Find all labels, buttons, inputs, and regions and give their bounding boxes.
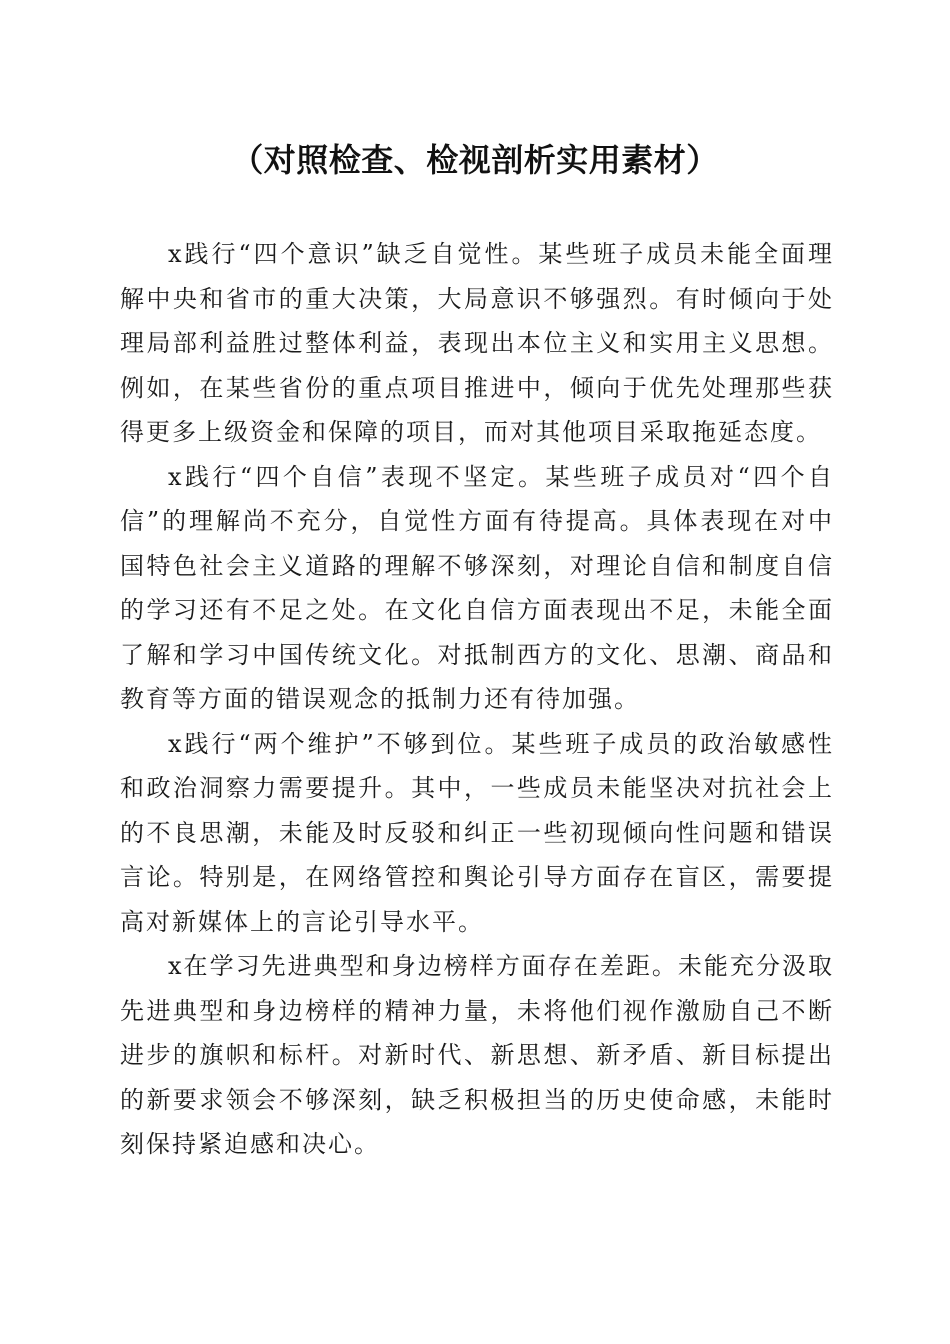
paragraph-four-consciousness: x践行“四个意识”缺乏自觉性。某些班子成员未能全面理解中央和省市的重大决策，大局意识不够强烈。有时倾向于处理局部利益胜过整体利益，表现出本位主义和实用主义思想。例如，在某些省份的重点项目推进中，倾向于优先处理那些获得更多上级资金和保障的项目，而对其他项目采取拖延态度。 (120, 240, 834, 446)
paragraph-two-safeguards: x践行“两个维护”不够到位。某些班子成员的政治敏感性和政治洞察力需要提升。其中，一些成员未能坚决对抗社会上的不良思潮，未能及时反驳和纠正一些初现倾向性问题和错误言论。特别是，在网络管控和舆论引导方面存在盲区，需要提高对新媒体上的言论引导水平。 (120, 729, 834, 936)
document-title: （对照检查、检视剖析实用素材） (231, 141, 719, 179)
paragraph-four-confidences: x践行“四个自信”表现不坚定。某些班子成员对“四个自信”的理解尚不充分，自觉性方面有待提高。具体表现在对中国特色社会主义道路的理解不够深刻，对理论自信和制度自信的学习还有不足之处。在文化自信方面表现出不足，未能全面了解和学习中国传统文化。对抵制西方的文化、思潮、商品和教育等方面的错误观念的抵制力还有待加强。 (120, 462, 834, 713)
paragraph-role-models: x在学习先进典型和身边榜样方面存在差距。未能充分汲取先进典型和身边榜样的精神力量，未将他们视作激励自己不断进步的旗帜和标杆。对新时代、新思想、新矛盾、新目标提出的新要求领会不够深刻，缺乏积极担当的历史使命感，未能时刻保持紧迫感和决心。 (120, 952, 834, 1158)
document-body (120, 232, 834, 1167)
